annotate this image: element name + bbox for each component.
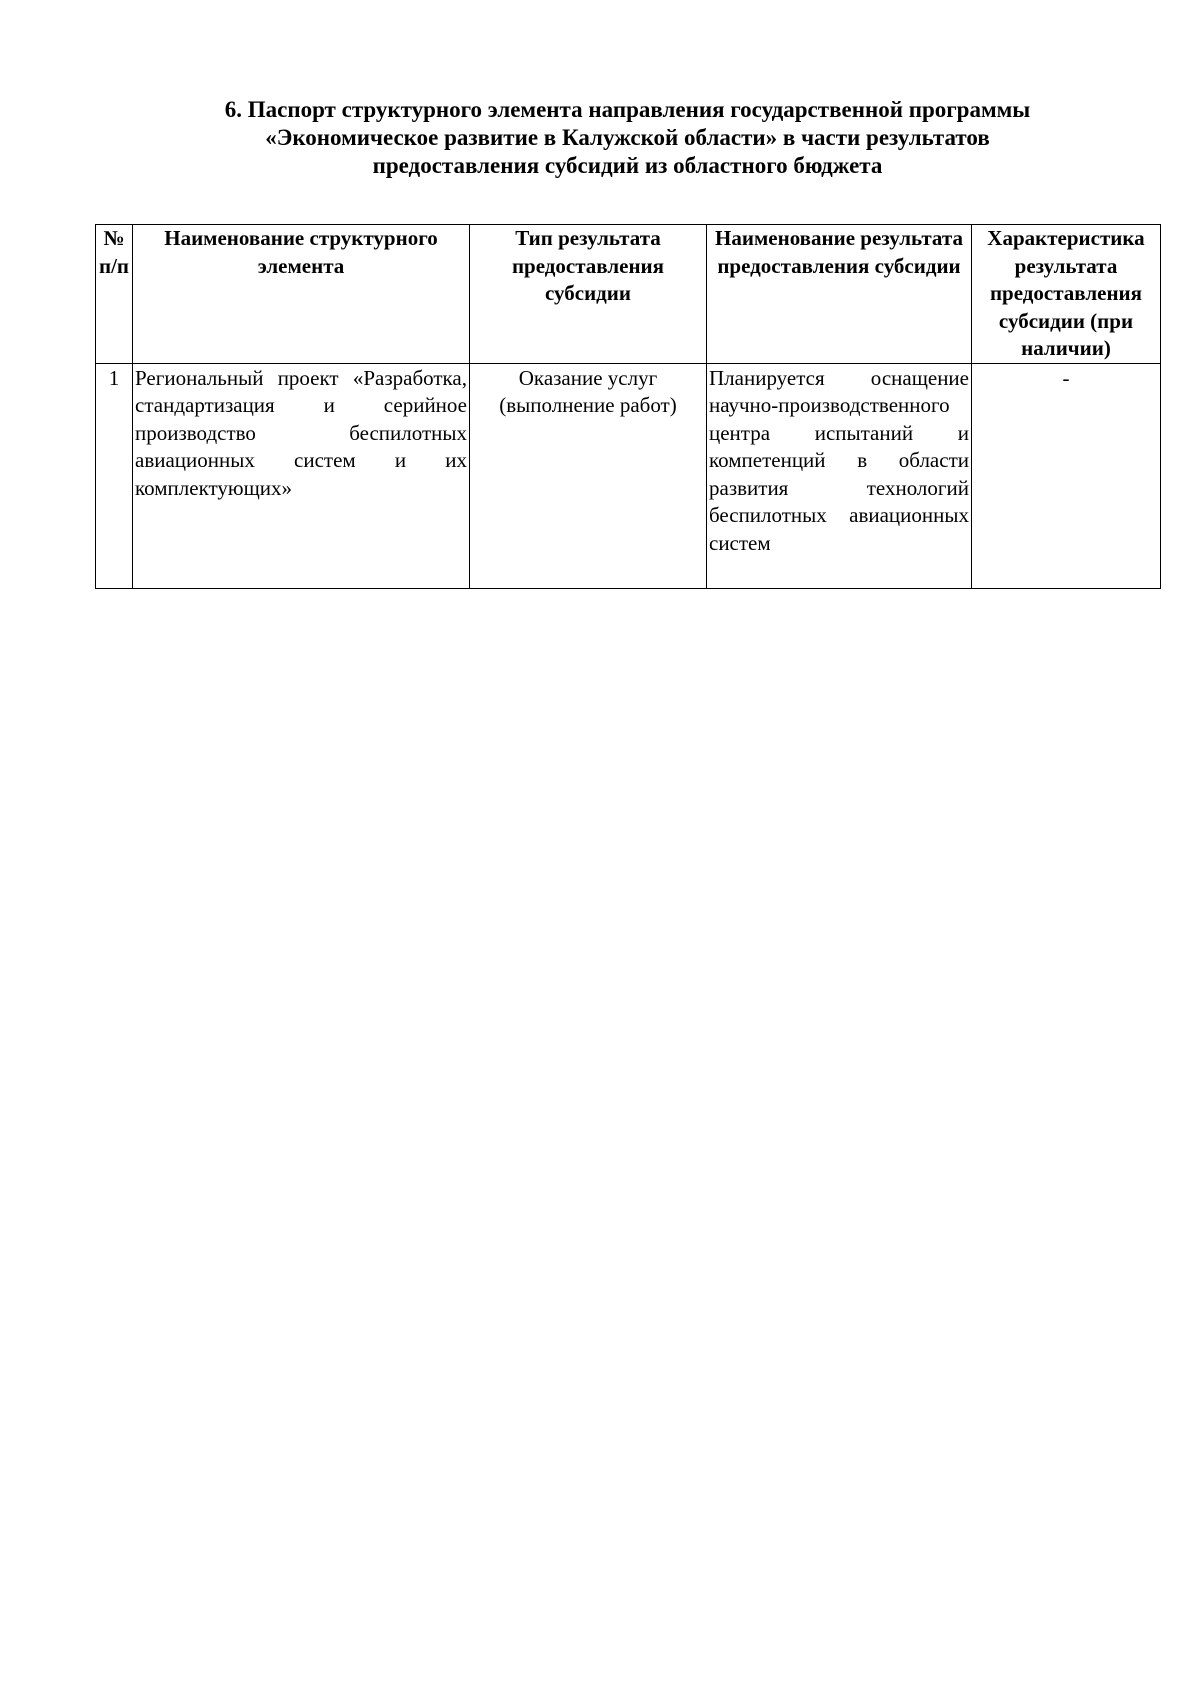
cell-characteristic: - — [972, 363, 1161, 588]
section-heading — [95, 96, 1160, 180]
header-result-type: Тип результата предоставления субсидии — [470, 225, 707, 364]
heading-line-2: «Экономическое развитие в Калужской области» в части результатов — [265, 125, 990, 150]
cell-result-name: Планируется оснащение научно-производственного центра испытаний и компетенций в области развития технологий беспилотных авиационных систем — [707, 363, 972, 588]
header-number: № п/п — [96, 225, 133, 364]
table-row — [96, 363, 1161, 588]
header-result-name: Наименование результата предоставления субсидии — [707, 225, 972, 364]
header-element-name: Наименование структурного элемента — [133, 225, 470, 364]
cell-number: 1 — [96, 363, 133, 588]
passport-table — [95, 224, 1161, 589]
cell-element-name: Региональный проект «Разработка, стандартизация и серийное производство беспилотных авиационных систем и их комплектующих» — [133, 363, 470, 588]
table-header-row — [96, 225, 1161, 364]
heading-line-3: предоставления субсидий из областного бюджета — [372, 153, 883, 178]
cell-result-type: Оказание услуг (выполнение работ) — [470, 363, 707, 588]
header-characteristic: Характеристика результата предоставления субсидии (при наличии) — [972, 225, 1161, 364]
heading-line-1: 6. Паспорт структурного элемента направления государственной программы — [224, 97, 1031, 122]
